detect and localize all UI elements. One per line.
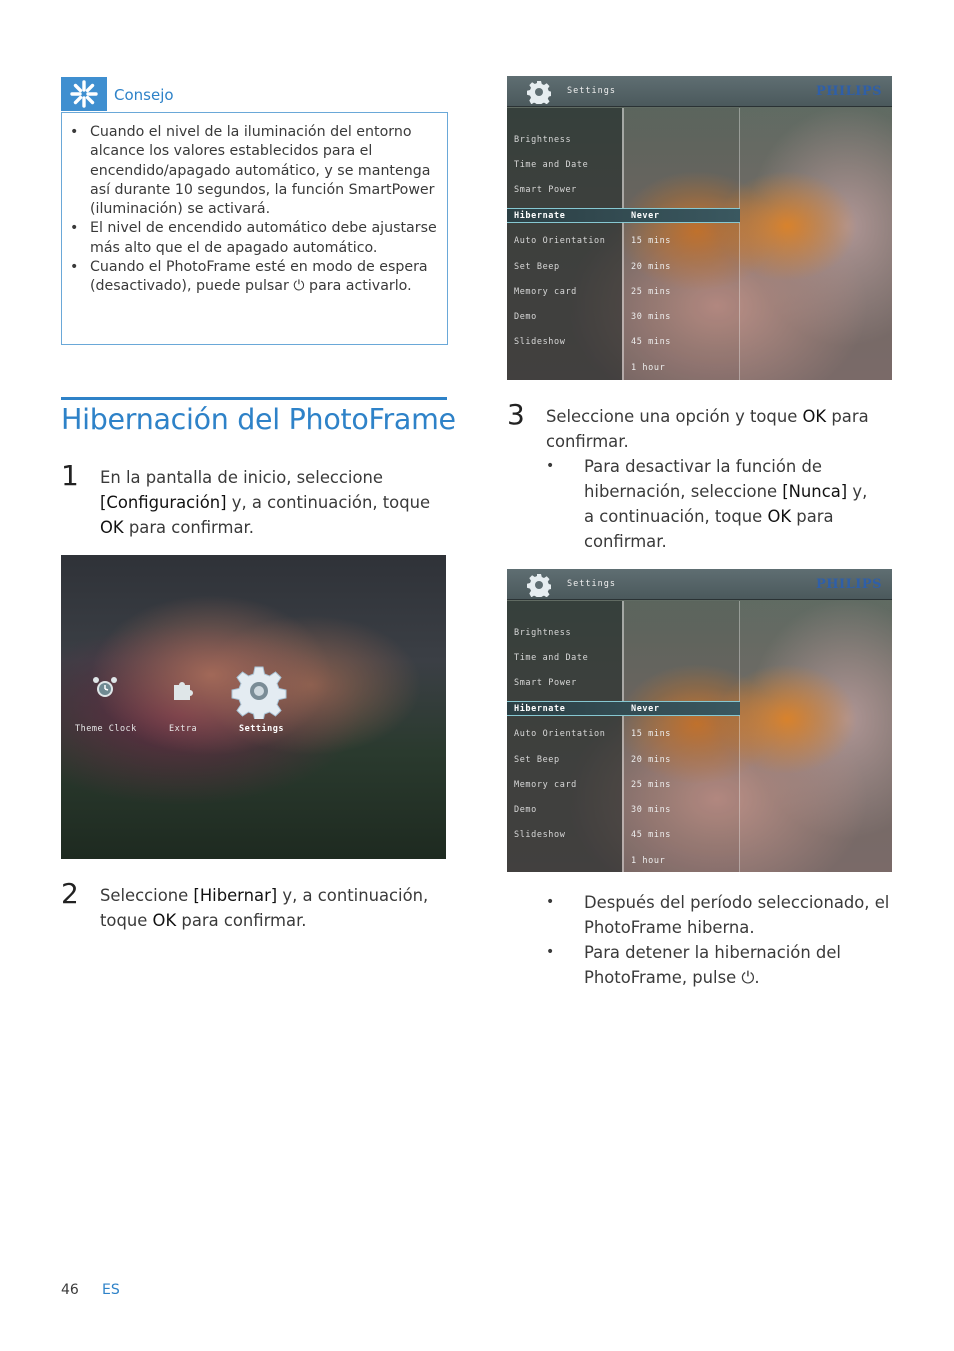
settings-gear-icon — [527, 80, 551, 108]
menu-item-slideshow[interactable]: Slideshow — [514, 337, 566, 347]
column-divider — [622, 601, 624, 872]
extra-puzzle-icon — [169, 677, 195, 705]
step-text-part: y, a continuación, toque — [226, 493, 431, 512]
option-never[interactable]: Never — [631, 704, 660, 714]
option-45-mins[interactable]: 45 mins — [631, 830, 672, 840]
option-20-mins[interactable]: 20 mins — [631, 262, 672, 272]
result-bullets — [546, 890, 896, 990]
bullet-text-part: y, a continuación, toque — [584, 482, 868, 526]
option-30-mins[interactable]: 30 mins — [631, 312, 672, 322]
menu-item-auto-orientation[interactable]: Auto Orientation — [514, 236, 606, 246]
language-code: ES — [102, 1282, 120, 1298]
settings-title: Settings — [567, 86, 616, 96]
step-number: 2 — [61, 877, 79, 910]
tip-item: • Cuando el PhotoFrame esté en modo de espera (desactivado), puede pulsar ⏻ para activarlo. — [70, 258, 440, 297]
theme-clock-icon — [91, 675, 119, 703]
menu-item-brightness[interactable]: Brightness — [514, 135, 572, 145]
step-keyword: OK — [152, 911, 177, 930]
menu-item-hibernate[interactable]: Hibernate — [514, 211, 566, 221]
column-divider — [622, 108, 624, 380]
option-45-mins[interactable]: 45 mins — [631, 337, 672, 347]
menu-item-time-and-date[interactable]: Time and Date — [514, 653, 589, 663]
menu-item-brightness[interactable]: Brightness — [514, 628, 572, 638]
settings-topbar — [507, 569, 892, 600]
step-text-part: y, a continuación, toque — [100, 886, 429, 930]
step-text-part: para confirmar. — [123, 518, 254, 537]
step-text — [546, 404, 891, 454]
tip-badge — [61, 77, 107, 111]
brand-logo: PHILIPS — [815, 577, 882, 592]
step3-bullets — [546, 454, 876, 554]
section-title: Hibernación del PhotoFrame — [61, 403, 456, 436]
settings-screen-screenshot — [507, 76, 892, 380]
menu-item-memory-card[interactable]: Memory card — [514, 287, 577, 297]
menu-item-hibernate[interactable]: Hibernate — [514, 704, 566, 714]
step-text-part: En la pantalla de inicio, seleccione — [100, 468, 383, 487]
step-keyword: [Hibernar] — [193, 886, 278, 905]
settings-topbar — [507, 76, 892, 107]
menu-item-memory-card[interactable]: Memory card — [514, 780, 577, 790]
brand-logo: PHILIPS — [815, 84, 882, 99]
step-text-part: Seleccione — [100, 886, 194, 905]
settings-screen-screenshot — [507, 569, 892, 872]
settings-gear-icon[interactable] — [231, 663, 287, 723]
option-25-mins[interactable]: 25 mins — [631, 287, 672, 297]
option-1-hour[interactable]: 1 hour — [631, 856, 666, 866]
option-30-mins[interactable]: 30 mins — [631, 805, 672, 815]
bullet-keyword: [Nunca] — [782, 482, 848, 501]
step-keyword: OK — [802, 407, 827, 426]
home-item-label: Extra — [169, 724, 198, 734]
menu-item-time-and-date[interactable]: Time and Date — [514, 160, 589, 170]
menu-item-smart-power[interactable]: Smart Power — [514, 185, 577, 195]
settings-title: Settings — [567, 579, 616, 589]
step-text — [100, 465, 445, 540]
step-text — [100, 883, 445, 933]
column-divider — [739, 601, 740, 872]
menu-item-auto-orientation[interactable]: Auto Orientation — [514, 729, 606, 739]
section-rule — [61, 397, 447, 400]
menu-item-demo[interactable]: Demo — [514, 312, 537, 322]
step-number: 3 — [507, 398, 525, 431]
step-text-part: Seleccione una opción y toque — [546, 407, 803, 426]
menu-item-slideshow[interactable]: Slideshow — [514, 830, 566, 840]
menu-item-demo[interactable]: Demo — [514, 805, 537, 815]
option-15-mins[interactable]: 15 mins — [631, 729, 672, 739]
menu-item-smart-power[interactable]: Smart Power — [514, 678, 577, 688]
home-item-label: Settings — [239, 724, 284, 734]
step-text-part: para confirmar. — [546, 407, 869, 451]
step-text-part: para confirmar. — [176, 911, 307, 930]
option-never[interactable]: Never — [631, 211, 660, 221]
home-item-label: Theme Clock — [75, 724, 137, 734]
column-divider — [739, 108, 740, 380]
step-keyword: [Configuración] — [100, 493, 227, 512]
settings-gear-icon — [527, 573, 551, 601]
tip-star-icon — [69, 79, 99, 109]
bullet-keyword: OK — [767, 507, 792, 526]
bullet-text-part: para confirmar. — [584, 507, 834, 551]
list-item: • Para detener la hibernación del PhotoFrame, pulse ⏻. — [546, 940, 896, 990]
step-keyword: OK — [100, 518, 124, 537]
tip-item: • El nivel de encendido automático debe ajustarse más alto que el de apagado automático. — [70, 219, 440, 258]
list-item: • Después del período seleccionado, el PhotoFrame hiberna. — [546, 890, 896, 940]
tip-item: • Cuando el nivel de la iluminación del entorno alcance los valores establecidos para el encendido/apagado automático, y se mantenga así durante 10 segundos, la función SmartPower (iluminación) se activará. — [70, 123, 440, 219]
page-number: 46 — [61, 1282, 79, 1298]
bullet-text-part: Para desactivar la función de hibernación, seleccione — [584, 457, 822, 501]
option-20-mins[interactable]: 20 mins — [631, 755, 672, 765]
step-number: 1 — [61, 459, 79, 492]
option-25-mins[interactable]: 25 mins — [631, 780, 672, 790]
option-1-hour[interactable]: 1 hour — [631, 363, 666, 373]
tip-list — [70, 123, 440, 297]
option-15-mins[interactable]: 15 mins — [631, 236, 672, 246]
home-screen-screenshot — [61, 555, 446, 859]
list-item — [546, 454, 876, 554]
menu-item-set-beep[interactable]: Set Beep — [514, 755, 560, 765]
tip-title: Consejo — [114, 86, 174, 104]
menu-item-set-beep[interactable]: Set Beep — [514, 262, 560, 272]
